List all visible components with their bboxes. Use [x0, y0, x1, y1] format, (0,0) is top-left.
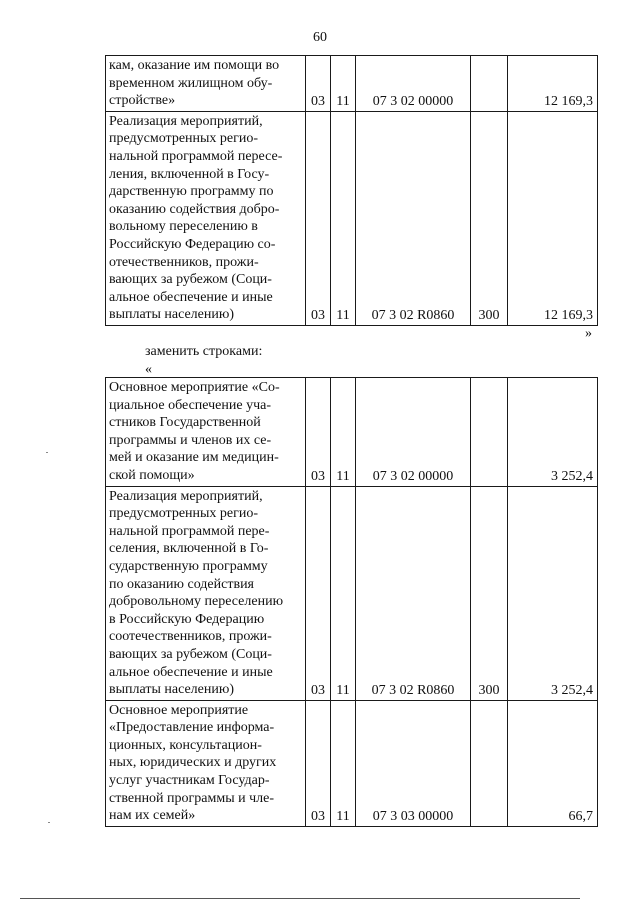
target-article-cell: 07 3 02 00000: [356, 378, 471, 487]
target-article-cell: 07 3 02 R0860: [356, 111, 471, 325]
expense-type-cell: [471, 56, 508, 112]
subsection-code-cell: 11: [331, 486, 356, 700]
table-row: [106, 700, 598, 826]
budget-table-replacement: [105, 377, 598, 827]
amount-cell: 12 169,3: [508, 56, 598, 112]
target-article-cell: 07 3 03 00000: [356, 700, 471, 826]
table-row: [106, 111, 598, 325]
subsection-code-cell: 11: [331, 56, 356, 112]
section-code-cell: 03: [306, 486, 331, 700]
scan-speck: [48, 822, 50, 823]
section-code-cell: 03: [306, 700, 331, 826]
expense-type-cell: 300: [471, 486, 508, 700]
row-name-cell: Реализация мероприятий, предусмотренных регио- нальной программой пере- селения, включенной в Го- сударственную программу по оказанию содействия добровольному переселению в Российскую Федерацию соотечественников, прожи- вающих за рубежом (Соци- альное обеспечение и иные выплаты населению): [106, 486, 306, 700]
table-row: [106, 378, 598, 487]
budget-table-original: [105, 55, 598, 326]
row-name-cell: Основное мероприятие «Предоставление информа- ционных, консультацион- ных, юридических и других услуг участникам Государ- ственной программы и чле- нам их семей»: [106, 700, 306, 826]
amount-cell: 12 169,3: [508, 111, 598, 325]
table-row: [106, 56, 598, 112]
subsection-code-cell: 11: [331, 111, 356, 325]
expense-type-cell: 300: [471, 111, 508, 325]
target-article-cell: 07 3 02 R0860: [356, 486, 471, 700]
expense-type-cell: [471, 378, 508, 487]
amount-cell: 66,7: [508, 700, 598, 826]
amount-cell: 3 252,4: [508, 378, 598, 487]
target-article-cell: 07 3 02 00000: [356, 56, 471, 112]
section-code-cell: 03: [306, 56, 331, 112]
subsection-code-cell: 11: [331, 700, 356, 826]
section-code-cell: 03: [306, 378, 331, 487]
expense-type-cell: [471, 700, 508, 826]
page-bottom-edge: [20, 898, 580, 899]
section-code-cell: 03: [306, 111, 331, 325]
subsection-code-cell: 11: [331, 378, 356, 487]
replace-instruction: заменить строками:: [145, 344, 263, 359]
opening-quote: «: [145, 362, 152, 377]
table-row: [106, 486, 598, 700]
row-name-cell: Реализация мероприятий, предусмотренных регио- нальной программой пересе- ления, включенной в Госу- дарственную программу по оказанию содействия добро- вольному переселению в Российскую Федерацию со- отечественников, прожи- вающих за рубежом (Соци- альное обеспечение и иные выплаты населению): [106, 111, 306, 325]
row-name-cell: кам, оказание им помощи во временном жилищном обу- стройстве»: [106, 56, 306, 112]
scan-speck: [46, 452, 48, 453]
row-name-cell: Основное мероприятие «Со- циальное обеспечение уча- стников Государственной программы и членов их се- мей и оказание им медицин- ской помощи»: [106, 378, 306, 487]
amount-cell: 3 252,4: [508, 486, 598, 700]
page-number: 60: [313, 30, 327, 45]
closing-quote: »: [585, 326, 592, 341]
